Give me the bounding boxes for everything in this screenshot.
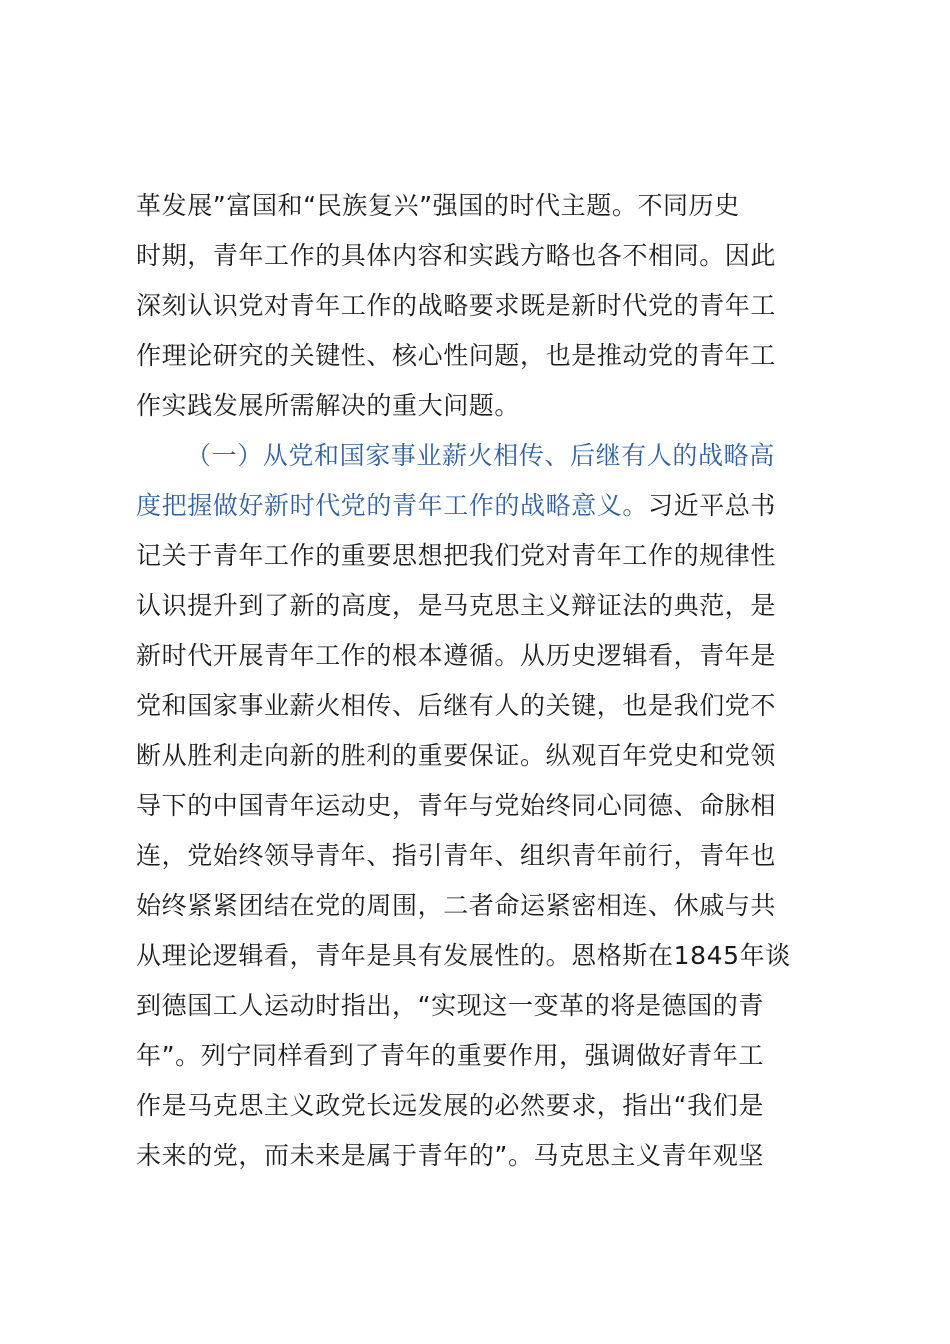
section-heading-text: 度把握做好新时代党的青年工作的战略意义。 <box>136 491 649 520</box>
section-heading-line <box>136 431 856 481</box>
text-line: 记关于青年工作的重要思想把我们党对青年工作的规律性 <box>136 541 777 570</box>
section-heading-line <box>136 481 856 531</box>
text-line-continuation: 习近平总书 <box>648 491 777 520</box>
text-line: 导下的中国青年运动史，青年与党始终同心同德、命脉相 <box>136 791 777 820</box>
text-line: 断从胜利走向新的胜利的重要保证。纵观百年党史和党领 <box>136 741 777 770</box>
text-line: 作实践发展所需解决的重大问题。 <box>136 391 521 420</box>
text-line: 连，党始终领导青年、指引青年、组织青年前行，青年也 <box>136 841 777 870</box>
text-line: 未来的党，而未来是属于青年的”。马克思主义青年观坚 <box>136 1141 764 1170</box>
section-heading-text: （一）从党和国家事业薪火相传、后继有人的战略高 <box>186 441 775 470</box>
text-line: 始终紧紧团结在党的周围，二者命运紧密相连、休戚与共 <box>136 891 777 920</box>
text-line: 到德国工人运动时指出，“实现这一变革的将是德国的青 <box>136 991 764 1020</box>
text-line: 革发展”富国和“民族复兴”强国的时代主题。不同历史 <box>136 191 740 220</box>
text-line: 从理论逻辑看，青年是具有发展性的。恩格斯在1845年谈 <box>136 941 791 970</box>
text-line: 作是马克思主义政党长远发展的必然要求，指出“我们是 <box>136 1091 764 1120</box>
text-line: 党和国家事业薪火相传、后继有人的关键，也是我们党不 <box>136 691 777 720</box>
body-text <box>136 181 856 1181</box>
text-line: 认识提升到了新的高度，是马克思主义辩证法的典范，是 <box>136 591 777 620</box>
text-line: 时期，青年工作的具体内容和实践方略也各不相同。因此 <box>136 241 777 270</box>
text-line: 年”。列宁同样看到了青年的重要作用，强调做好青年工 <box>136 1041 764 1070</box>
text-line: 深刻认识党对青年工作的战略要求既是新时代党的青年工 <box>136 291 777 320</box>
text-line: 作理论研究的关键性、核心性问题，也是推动党的青年工 <box>136 341 777 370</box>
text-line: 新时代开展青年工作的根本遵循。从历史逻辑看，青年是 <box>136 641 777 670</box>
